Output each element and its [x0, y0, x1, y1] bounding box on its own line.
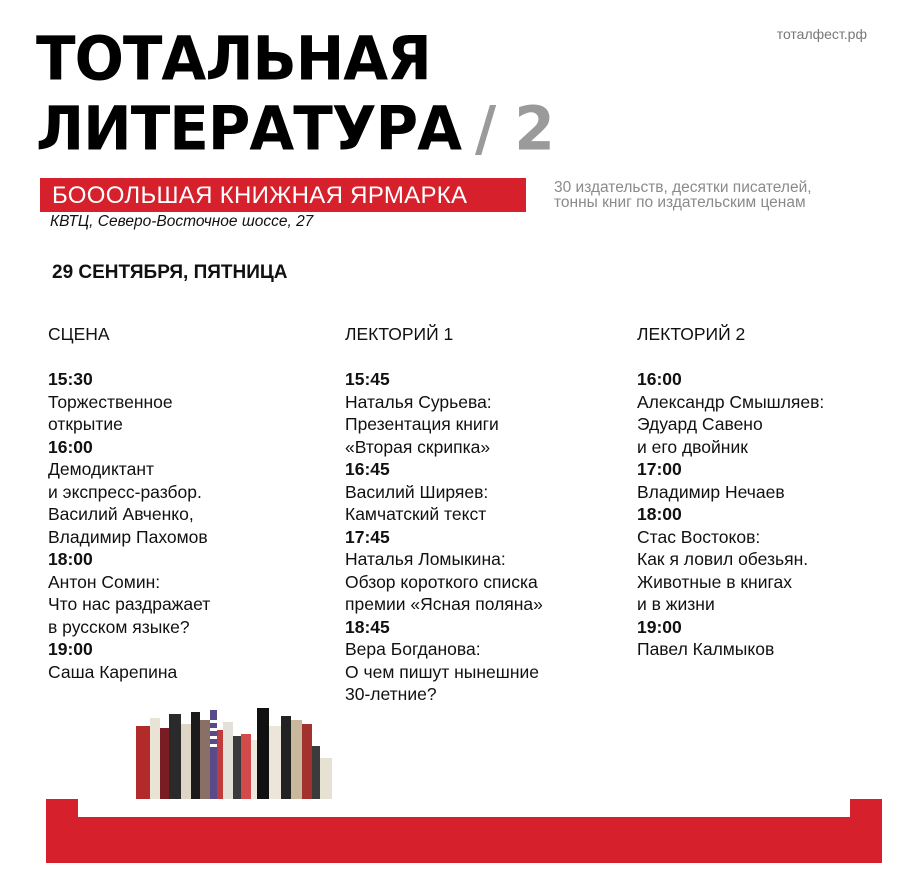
- slot-description-line: Животные в книгах: [637, 571, 792, 592]
- slot-time: 16:00: [637, 369, 682, 389]
- slot-description-line: Василий Ширяев:: [345, 481, 489, 502]
- slot-description-line: Что нас раздражает: [48, 594, 211, 614]
- schedule-slot: [48, 548, 338, 638]
- slot-description-line: Павел Калмыков: [637, 639, 775, 659]
- schedule-slot: [637, 616, 887, 661]
- schedule-slot: [48, 436, 338, 549]
- slot-description-line: Обзор короткого списка: [345, 571, 538, 592]
- schedule-slot: [637, 368, 887, 458]
- column-heading: ЛЕКТОРИЙ 2: [637, 324, 746, 344]
- slot-time: 19:00: [637, 616, 682, 637]
- tagline-line1: 30 издательств, десятки писателей,: [554, 179, 812, 196]
- slot-description-line: премии «Ясная поляна»: [345, 594, 543, 614]
- schedule-column-lecture-2: [637, 322, 887, 661]
- slot-description-line: Саша Карепина: [48, 661, 178, 682]
- event-date: 29 СЕНТЯБРЯ, ПЯТНИЦА: [52, 262, 288, 283]
- schedule-slot: [345, 368, 635, 458]
- schedule-slot: [48, 638, 338, 683]
- slot-time: 16:00: [48, 436, 93, 457]
- festival-edition-number: / 2: [474, 92, 554, 165]
- slot-time: 15:30: [48, 369, 93, 389]
- footer-shelf-notch: [78, 799, 850, 817]
- slot-description-line: Наталья Ломыкина:: [345, 549, 506, 569]
- schedule-column-stage: [48, 322, 338, 683]
- site-url[interactable]: тоталфест.рф: [776, 26, 867, 42]
- venue-address: КВТЦ, Северо-Восточное шоссе, 27: [50, 213, 314, 230]
- slot-description-line: Василий Авченко,: [48, 504, 194, 524]
- slot-description-line: Торжественное: [48, 391, 173, 412]
- slot-description-line: открытие: [48, 414, 123, 434]
- slot-time: 18:00: [637, 504, 682, 524]
- slot-description-line: О чем пишут нынешние: [345, 661, 539, 682]
- slot-time: 17:45: [345, 526, 390, 547]
- slot-time: 18:00: [48, 549, 93, 569]
- slot-description-line: Презентация книги: [345, 414, 499, 434]
- slot-description-line: Камчатский текст: [345, 504, 487, 524]
- slot-description-line: и его двойник: [637, 436, 748, 457]
- slot-description-line: и экспресс-разбор.: [48, 481, 202, 502]
- schedule-column-lecture-1: [345, 322, 635, 706]
- slot-time: 19:00: [48, 639, 93, 659]
- slot-time: 18:45: [345, 616, 390, 637]
- slot-description-line: Наталья Сурьева:: [345, 391, 492, 412]
- column-heading: ЛЕКТОРИЙ 1: [345, 324, 454, 344]
- slot-description-line: Антон Сомин:: [48, 571, 161, 592]
- schedule-slot: [48, 368, 338, 436]
- slot-time: 15:45: [345, 369, 390, 389]
- schedule-slot: [345, 616, 635, 706]
- event-banner-text: БОООЛЬШАЯ КНИЖНАЯ ЯРМАРКА: [52, 182, 468, 209]
- slot-description-line: в русском языке?: [48, 616, 190, 637]
- slot-description-line: 30-летние?: [345, 684, 437, 704]
- slot-description-line: Владимир Нечаев: [637, 481, 785, 502]
- schedule-slot: [637, 458, 887, 503]
- festival-title-line1: ТОТАЛЬНАЯ: [36, 22, 431, 95]
- tagline-line2: тонны книг по издательским ценам: [554, 194, 806, 211]
- event-banner: [40, 178, 526, 212]
- slot-time: 17:00: [637, 459, 682, 479]
- schedule-slot: [345, 526, 635, 616]
- festival-title-word: ЛИТЕРАТУРА: [36, 92, 461, 165]
- slot-description-line: «Вторая скрипка»: [345, 436, 491, 457]
- schedule-slot: [637, 503, 887, 616]
- slot-description-line: Как я ловил обезьян.: [637, 549, 809, 569]
- slot-description-line: и в жизни: [637, 594, 715, 614]
- slot-description-line: Вера Богданова:: [345, 639, 481, 659]
- schedule-slot: [345, 458, 635, 526]
- slot-description-line: Александр Смышляев:: [637, 391, 825, 412]
- slot-description-line: Владимир Пахомов: [48, 526, 208, 547]
- slot-description-line: Стас Востоков:: [637, 526, 761, 547]
- slot-description-line: Демодиктант: [48, 459, 155, 479]
- festival-title-line2: [36, 92, 554, 165]
- event-tagline: [554, 180, 812, 210]
- slot-time: 16:45: [345, 459, 390, 479]
- slot-description-line: Эдуард Савено: [637, 414, 763, 434]
- column-heading: СЦЕНА: [48, 324, 110, 344]
